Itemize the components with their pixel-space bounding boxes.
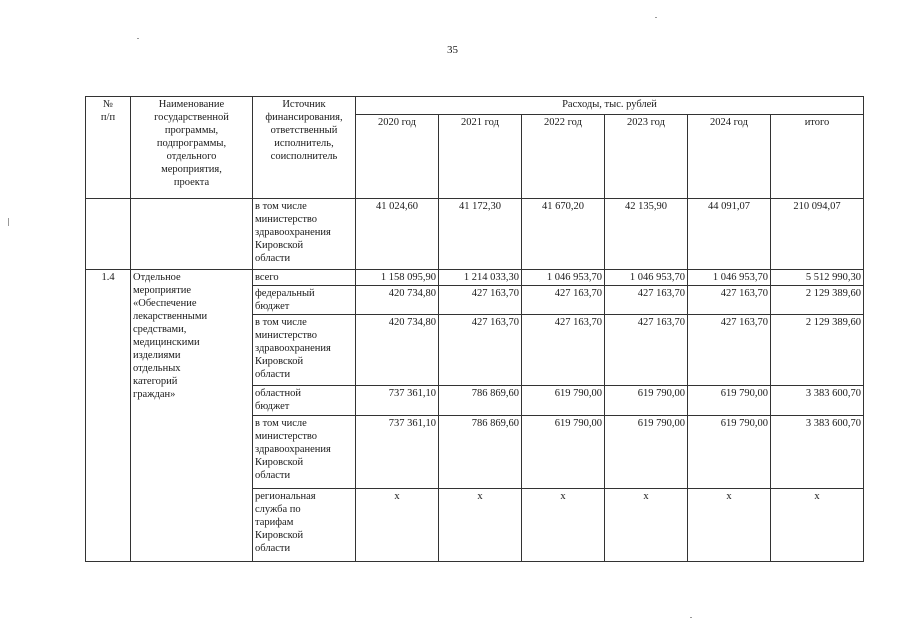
header-year-2020: 2020 год: [356, 115, 439, 199]
source-text: региональная служба по тарифам Кировской области: [255, 491, 316, 554]
header-name-text: Наименование государственной программы, подпрограммы, отдельного мероприятия, проекта: [154, 99, 229, 188]
cell-value-2023: х: [605, 489, 688, 562]
scan-speck: [137, 38, 139, 39]
cell-value-2022: 427 163,70: [522, 315, 605, 386]
header-total: итого: [771, 115, 864, 199]
cell-source: [253, 315, 356, 386]
cell-value-2022: х: [522, 489, 605, 562]
header-source-text: Источник финансирования, ответственный исполнитель, соисполнитель: [265, 99, 343, 162]
cell-value-2024: 619 790,00: [688, 416, 771, 489]
cell-value-2023: 427 163,70: [605, 286, 688, 315]
cell-value-total: 2 129 389,60: [771, 315, 864, 386]
cell-name-empty: [131, 199, 253, 270]
source-text: федеральный бюджет: [255, 288, 315, 312]
cell-source: [253, 386, 356, 416]
cell-value-total: 3 383 600,70: [771, 386, 864, 416]
cell-value-2022: 1 046 953,70: [522, 270, 605, 286]
header-num-text: № п/п: [100, 99, 116, 123]
cell-source: [253, 416, 356, 489]
header-year-2023: 2023 год: [605, 115, 688, 199]
header-name: [131, 97, 253, 199]
table-row: [86, 270, 864, 286]
header-year-2022: 2022 год: [522, 115, 605, 199]
cell-value-2023: 619 790,00: [605, 416, 688, 489]
cell-value-2020: 41 024,60: [356, 199, 439, 270]
budget-table: [85, 96, 864, 562]
cell-value-2021: 427 163,70: [439, 286, 522, 315]
cell-source: [253, 489, 356, 562]
cell-value-2020: х: [356, 489, 439, 562]
cell-value-2024: 427 163,70: [688, 315, 771, 386]
cell-value-2023: 427 163,70: [605, 315, 688, 386]
cell-value-2021: х: [439, 489, 522, 562]
cell-num-empty: [86, 199, 131, 270]
table-row: [86, 199, 864, 270]
cell-value-2022: 619 790,00: [522, 416, 605, 489]
header-num: [86, 97, 131, 199]
cell-value-2020: 737 361,10: [356, 386, 439, 416]
cell-value-2024: х: [688, 489, 771, 562]
cell-item-num: 1.4: [86, 270, 131, 562]
cell-value-2023: 1 046 953,70: [605, 270, 688, 286]
cell-value-2022: 619 790,00: [522, 386, 605, 416]
cell-value-2021: 786 869,60: [439, 386, 522, 416]
cell-source: [253, 270, 356, 286]
cell-value-2024: 427 163,70: [688, 286, 771, 315]
page-number: 35: [447, 44, 458, 56]
cell-value-2021: 786 869,60: [439, 416, 522, 489]
source-text: в том числе министерство здравоохранения Кировской области: [255, 201, 331, 264]
cell-value-2024: 44 091,07: [688, 199, 771, 270]
cell-value-2021: 41 172,30: [439, 199, 522, 270]
header-year-2024: 2024 год: [688, 115, 771, 199]
cell-value-2020: 1 158 095,90: [356, 270, 439, 286]
cell-value-2020: 420 734,80: [356, 315, 439, 386]
source-text: в том числе министерство здравоохранения Кировской области: [255, 317, 331, 380]
cell-value-2021: 427 163,70: [439, 315, 522, 386]
cell-source: [253, 199, 356, 270]
cell-value-2023: 619 790,00: [605, 386, 688, 416]
header-source: [253, 97, 356, 199]
cell-value-2022: 427 163,70: [522, 286, 605, 315]
header-expenses: Расходы, тыс. рублей: [356, 97, 864, 115]
cell-source: [253, 286, 356, 315]
cell-value-2024: 619 790,00: [688, 386, 771, 416]
scan-speck: [690, 617, 692, 618]
cell-value-total: х: [771, 489, 864, 562]
cell-item-name: [131, 270, 253, 562]
cell-value-2020: 737 361,10: [356, 416, 439, 489]
cell-value-2024: 1 046 953,70: [688, 270, 771, 286]
cell-value-total: 5 512 990,30: [771, 270, 864, 286]
item-name-text: Отдельное мероприятие «Обеспечение лекарственными средствами, медицинскими изделиями отдельных категорий граждан»: [133, 272, 208, 400]
source-text: в том числе министерство здравоохранения Кировской области: [255, 418, 331, 481]
source-text: всего: [255, 272, 279, 283]
cell-value-2022: 41 670,20: [522, 199, 605, 270]
cell-value-total: 210 094,07: [771, 199, 864, 270]
cell-value-total: 2 129 389,60: [771, 286, 864, 315]
cell-value-2023: 42 135,90: [605, 199, 688, 270]
cell-value-2020: 420 734,80: [356, 286, 439, 315]
cell-value-2021: 1 214 033,30: [439, 270, 522, 286]
source-text: областной бюджет: [255, 388, 301, 412]
header-row-top: [86, 97, 864, 115]
header-year-2021: 2021 год: [439, 115, 522, 199]
scan-speck: [655, 17, 657, 18]
cell-value-total: 3 383 600,70: [771, 416, 864, 489]
scan-speck: [8, 218, 9, 226]
